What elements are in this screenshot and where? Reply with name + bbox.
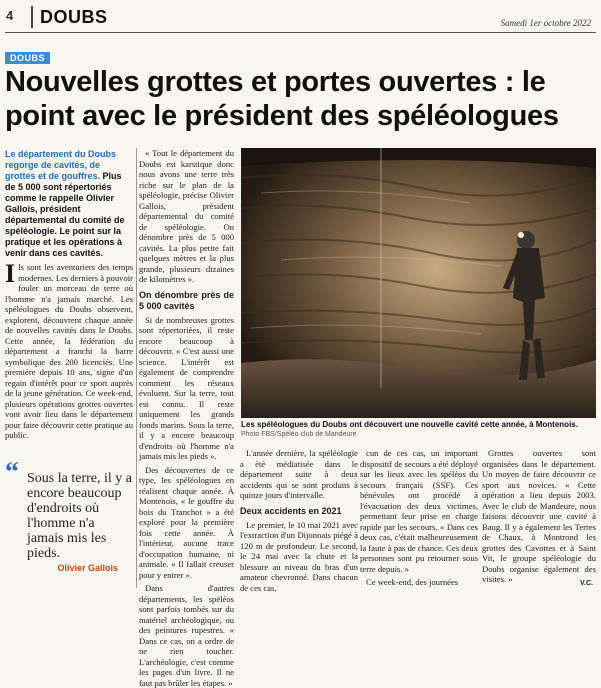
photo-caption: Les spéléologues du Doubs ont découvert une nouvelle cavité cette année, à Montenois. (241, 420, 578, 429)
paragraph: cun de ces cas, un important dispositif de secours a été déployé sur les lieux avec les spéléos du secours français (SSF). Ces bénévoles ont procédé à l'évacuation des deux victimes, permettant leur prise en charge rapide par les secours. « Dans ces deux cas, c'était malheureusement la faute à pas de chance. Ces deux personnes sont pu retourner sous terre depuis. » (360, 448, 478, 574)
paragraph: ls sont les aventuriers des temps modernes. Les derniers à pouvoir fouler un morceau de terre où l'homme n'a jamais marché. Les spéléologues du Doubs observent, explorent, découvrent chaque année de nouvelles cavités dans le Doubs. Cette année, la fédération du département a franchi la barre symbolique des 200 licenciés. Une première depuis 10 ans, signe d'un regain d'intérêt pour ce sport auprès de la jeune génération. Ce week-end, plusieurs opérations grottes ouvertes vont avoir lieu dans le département pour faire découvrir cette pratique au public. (5, 262, 133, 440)
region-tag: DOUBS (5, 52, 50, 64)
paragraph: Dans d'autres départements, les spéléos sont parfois tombés sur du matériel archéologique, ou des peintures rupestres. « Dans ce cas, on a ordre de ne rien toucher. L'archéologie, c'est comme les pages d'un livre. Il ne faut pas brûler les étapes. » (139, 583, 234, 688)
column-1 (5, 259, 133, 440)
issue-date: Samedi 1er octobre 2022 (500, 18, 591, 28)
lede-first-sentence: Le département du Doubs regorge de cavités, de grottes et de gouffres. (5, 149, 117, 181)
cave-photo-illustration (241, 148, 596, 418)
column-2 (139, 148, 234, 688)
column-4 (360, 448, 478, 593)
cave-photo (241, 148, 596, 418)
paragraph: « Tout le département du Doubs est karstique donc nous avons une terre très riche sur le plan de la spéléologie, précise Olivier Gallois, président départemental du comité de spéléologie. On dénombre près de 5 000 cavités. La plus petite fait quelques mètres et la plus grande, plusieurs dizaines de kilomètres ». (139, 148, 234, 284)
section-title: DOUBS (40, 7, 108, 27)
author-signature: V.C. (580, 580, 593, 587)
photo-credit: Photo FBS/Spéléo club de Mandeure (241, 431, 357, 438)
column-divider (136, 148, 137, 588)
quote-mark-icon: “ (5, 457, 19, 488)
header-divider (31, 6, 33, 28)
pull-quote (5, 457, 133, 588)
quote-text: Sous la terre, il y a encore beaucoup d'endroits où l'homme n'a jamais mis les pieds. (27, 471, 132, 561)
lede-rest: Plus de 5 000 sont répertoriés comme le rappelle Olivier Gallois, président départemental du comité de spéléologie. Le point sur la pratique et les opérations à venir dans ces cavités. (5, 171, 125, 258)
paragraph: Si de nombreuses grottes sont répertoriées, il reste encore beaucoup à découvrir. « C'est aussi une science. L'intérêt est également de comprendre comment les réseaux évoluent. Sur la terre, tout est connu. Il reste uniquement les grands fonds marins. Sous la terre, il y a encore beaucoup d'endroits où l'homme n'a jamais mis les pieds ». (139, 314, 234, 461)
column-5 (482, 448, 596, 588)
column-3 (240, 448, 358, 593)
page-number: 4 (6, 8, 14, 23)
paragraph: Le premier, le 10 mai 2021 avec l'extraction d'un Dijonnais piégé à 120 m de profondeur. Le second, le 24 mai avec la chute et la blessure au niveau du bras d'un amateur chevronné. Dans chacun de ces cas, (240, 519, 358, 593)
drop-cap: I (5, 259, 16, 288)
paragraph: Grottes ouvertes sont organisées dans le département. Un moyen de faire découvrir ce sport aux novices. « Cette opération a lieu depuis 2003. Avec le club de Mandeure, nous faisons découvrir une cavité à Baug. Il y a également les Terres de Chaux, à Montrond les grottes des Cavottes et à Saint Vit, le groupe spéléologie du Doubs organise également des visites. » (482, 448, 596, 584)
subheading: Deux accidents en 2021 (240, 505, 342, 516)
lede (5, 149, 133, 259)
headline: Nouvelles grottes et portes ouvertes : le point avec le président des spéléologues (5, 66, 559, 132)
subheading: On dénombre près de 5 000 cavités (139, 289, 234, 311)
paragraph: L'année dernière, la spéléologie a été médiatisée dans le département suite à deux accidents qui se sont produits à quinze jours d'intervalle. (240, 448, 358, 500)
paragraph: Ce week-end, des journées (366, 577, 459, 587)
paragraph: Des découvertes de ce type, les spéléologues en réalisent chaque année. À Montenois, « le gouffre du bois du Tranchot » a été exploré pour la première fois cette année. À l'intérieur, aucune trace d'occupation humaine, ni animale. « Il fallait creuser pour y entrer ». (139, 464, 234, 580)
header-rule (5, 32, 596, 33)
quote-author: Olivier Gallois (57, 563, 118, 573)
